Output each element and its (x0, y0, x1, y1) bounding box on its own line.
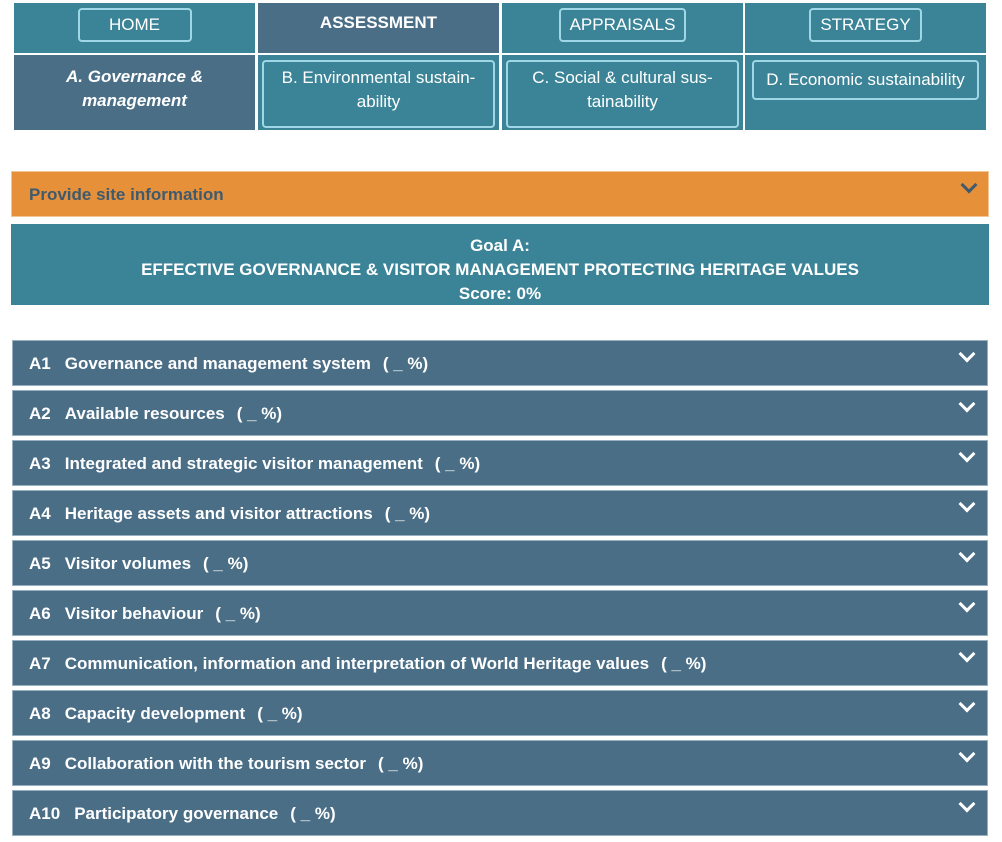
goal-header (11, 224, 989, 305)
top-nav (14, 3, 986, 53)
chevron-down-icon (959, 396, 976, 413)
sub-cell-social-cultural (502, 55, 743, 130)
section-percent: ( _ %) (384, 504, 431, 523)
section-row-a2[interactable] (12, 390, 988, 436)
section-title: Heritage assets and visitor attractions (64, 504, 373, 523)
chevron-down-icon (959, 696, 976, 713)
section-row-text (29, 804, 336, 824)
sub-cell-environmental (258, 55, 499, 130)
chevron-down-icon (959, 496, 976, 513)
section-percent: ( _ %) (257, 704, 303, 723)
chevron-down-icon (959, 796, 976, 813)
chevron-down-icon (959, 546, 976, 563)
chevron-down-icon (959, 446, 976, 463)
section-row-a5[interactable] (12, 540, 988, 586)
section-code: A3 (29, 454, 51, 473)
nav-cell-appraisals (502, 3, 743, 53)
sub-nav (14, 55, 986, 130)
goal-label: Goal A: (470, 236, 530, 255)
section-row-text (29, 554, 248, 574)
section-row-a3[interactable] (12, 440, 988, 486)
section-code: A6 (29, 604, 51, 623)
section-percent: ( _ %) (378, 754, 424, 773)
section-row-text (29, 654, 706, 674)
chevron-down-icon (959, 596, 976, 613)
section-code: A8 (29, 704, 51, 723)
section-row-a1[interactable] (12, 340, 988, 386)
section-title: Visitor behaviour (64, 604, 204, 623)
section-row-a7[interactable] (12, 640, 988, 686)
section-row-text (29, 704, 303, 724)
goal-title: EFFECTIVE GOVERNANCE & VISITOR MANAGEMENT PROTECTING HERITAGE VALUES (141, 260, 859, 279)
section-code: A1 (29, 354, 51, 373)
section-code: A9 (29, 754, 51, 773)
section-title: Participatory governance (74, 804, 279, 823)
goal-score: Score: 0% (458, 284, 542, 303)
section-percent: ( _ %) (290, 804, 336, 823)
site-info-bar[interactable] (11, 171, 989, 217)
section-title: Integrated and strategic visitor management (64, 454, 423, 473)
section-code: A2 (29, 404, 51, 423)
section-row-a10[interactable] (12, 790, 988, 836)
nav-cell-strategy (745, 3, 986, 53)
strategy-button[interactable]: STRATEGY (809, 8, 921, 42)
section-row-a9[interactable] (12, 740, 988, 786)
governance-tab-label (66, 65, 203, 113)
section-title: Collaboration with the tourism sector (64, 754, 367, 773)
section-percent: ( _ %) (203, 554, 249, 573)
chevron-down-icon (959, 746, 976, 763)
nav-cell-assessment (258, 3, 499, 53)
social-cultural-line2: tainability (587, 92, 658, 111)
assessment-tab[interactable]: ASSESSMENT (319, 13, 438, 32)
environmental-line2: ability (356, 92, 401, 111)
governance-tab-line1: A. Governance & (66, 67, 203, 86)
section-code: A4 (29, 504, 51, 523)
section-code: A7 (29, 654, 51, 673)
section-row-text (29, 354, 428, 374)
chevron-down-icon (959, 346, 976, 363)
section-row-a8[interactable] (12, 690, 988, 736)
chevron-down-icon (961, 177, 978, 194)
environmental-line1: B. Environmental sustain- (281, 68, 476, 87)
home-button[interactable]: HOME (78, 8, 192, 42)
appraisals-button[interactable]: APPRAISALS (559, 8, 687, 42)
section-row-text (29, 454, 480, 474)
section-title: Communication, information and interpretation of World Heritage values (64, 654, 650, 673)
section-title: Capacity development (64, 704, 246, 723)
section-title: Visitor volumes (64, 554, 192, 573)
section-percent: ( _ %) (215, 604, 261, 623)
sub-cell-economic (745, 55, 986, 130)
section-title: Available resources (64, 404, 225, 423)
tab-governance[interactable] (14, 55, 255, 130)
environmental-button[interactable] (262, 60, 495, 128)
section-percent: ( _ %) (236, 404, 283, 423)
governance-tab-line2: management (82, 91, 187, 110)
section-row-text (29, 754, 423, 774)
section-percent: ( _ %) (661, 654, 707, 673)
section-percent: ( _ %) (434, 454, 481, 473)
section-title: Governance and management system (64, 354, 371, 373)
site-info-label: Provide site information (29, 185, 224, 204)
economic-button[interactable]: D. Economic sustainability (752, 60, 979, 100)
section-percent: ( _ %) (382, 354, 429, 373)
section-code: A10 (29, 804, 61, 823)
chevron-down-icon (959, 646, 976, 663)
section-code: A5 (29, 554, 51, 573)
section-row-text (29, 404, 282, 424)
section-row-text (29, 604, 261, 624)
social-cultural-button[interactable] (506, 60, 739, 128)
social-cultural-line1: C. Social & cultural sus- (532, 68, 713, 87)
nav-cell-home (14, 3, 255, 53)
section-row-a4[interactable] (12, 490, 988, 536)
section-row-a6[interactable] (12, 590, 988, 636)
section-row-text (29, 504, 430, 524)
